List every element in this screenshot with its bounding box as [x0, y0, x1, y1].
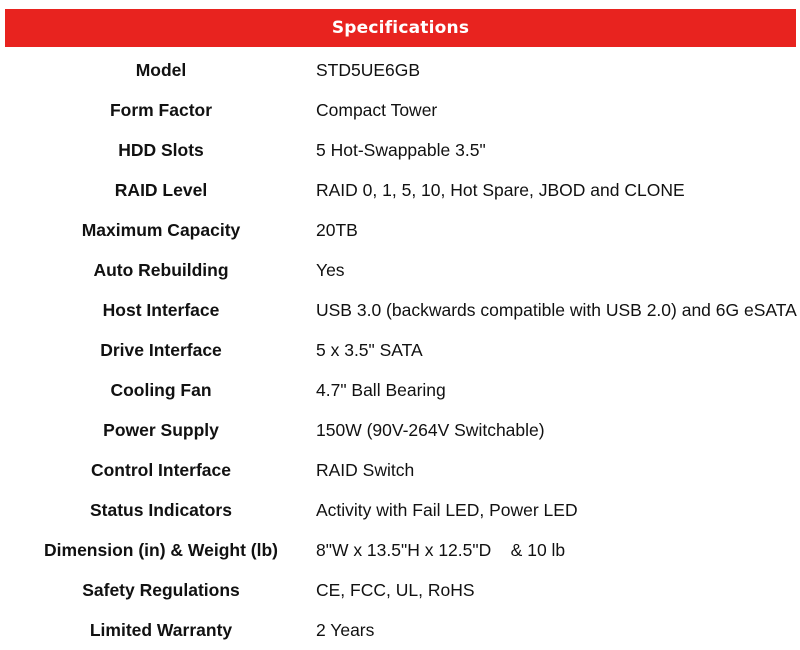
spec-label: Dimension (in) & Weight (lb) — [44, 539, 278, 560]
spec-label: Form Factor — [109, 99, 213, 120]
spec-row-power-supply — [0, 410, 800, 450]
spec-label: HDD Slots — [118, 139, 204, 160]
spec-value: 5 x 3.5" SATA — [316, 339, 423, 360]
spec-value: RAID Switch — [316, 459, 415, 480]
spec-value: Activity with Fail LED, Power LED — [316, 499, 578, 520]
spec-value: 5 Hot-Swappable 3.5" — [316, 139, 486, 160]
spec-value: STD5UE6GB — [316, 59, 421, 80]
spec-row-safety-regulations — [0, 570, 800, 610]
spec-value: 20TB — [316, 219, 358, 240]
spec-value: 150W (90V-264V Switchable) — [316, 419, 545, 440]
spec-row-limited-warranty — [0, 610, 800, 650]
spec-label: Limited Warranty — [89, 619, 233, 640]
spec-value: USB 3.0 (backwards compatible with USB 2.0) and 6G eSATA — [316, 299, 797, 320]
spec-value: CE, FCC, UL, RoHS — [316, 579, 475, 600]
spec-row-status-indicators — [0, 490, 800, 530]
spec-row-maximum-capacity — [0, 210, 800, 250]
spec-value: 2 Years — [316, 619, 375, 640]
spec-row-form-factor — [0, 90, 800, 130]
spec-label: Cooling Fan — [110, 379, 212, 400]
spec-row-hdd-slots — [0, 130, 800, 170]
spec-label: Model — [135, 59, 187, 80]
spec-label: Auto Rebuilding — [93, 259, 229, 280]
spec-label: Safety Regulations — [82, 579, 240, 600]
spec-value: 4.7" Ball Bearing — [316, 379, 446, 400]
spec-label: Host Interface — [102, 299, 220, 320]
spec-value: Yes — [316, 259, 345, 280]
spec-label: Control Interface — [90, 459, 232, 480]
spec-value: RAID 0, 1, 5, 10, Hot Spare, JBOD and CLONE — [316, 179, 685, 200]
spec-row-raid-level — [0, 170, 800, 210]
spec-row-dimension-weight — [0, 530, 800, 570]
spec-row-drive-interface — [0, 330, 800, 370]
spec-value: Compact Tower — [316, 99, 438, 120]
spec-row-control-interface — [0, 450, 800, 490]
spec-row-cooling-fan — [0, 370, 800, 410]
spec-row-model — [0, 50, 800, 90]
spec-value: 8"W x 13.5"H x 12.5"D & 10 lb — [316, 539, 566, 560]
spec-label: Power Supply — [103, 419, 219, 440]
spec-label: RAID Level — [114, 179, 208, 200]
specifications-header — [5, 9, 796, 47]
spec-label: Maximum Capacity — [81, 219, 241, 240]
spec-row-host-interface — [0, 290, 800, 330]
spec-label: Status Indicators — [90, 499, 232, 520]
spec-row-auto-rebuilding — [0, 250, 800, 290]
spec-label: Drive Interface — [100, 339, 222, 360]
specifications-title: Specifications — [331, 18, 470, 38]
specifications-table — [0, 50, 800, 650]
